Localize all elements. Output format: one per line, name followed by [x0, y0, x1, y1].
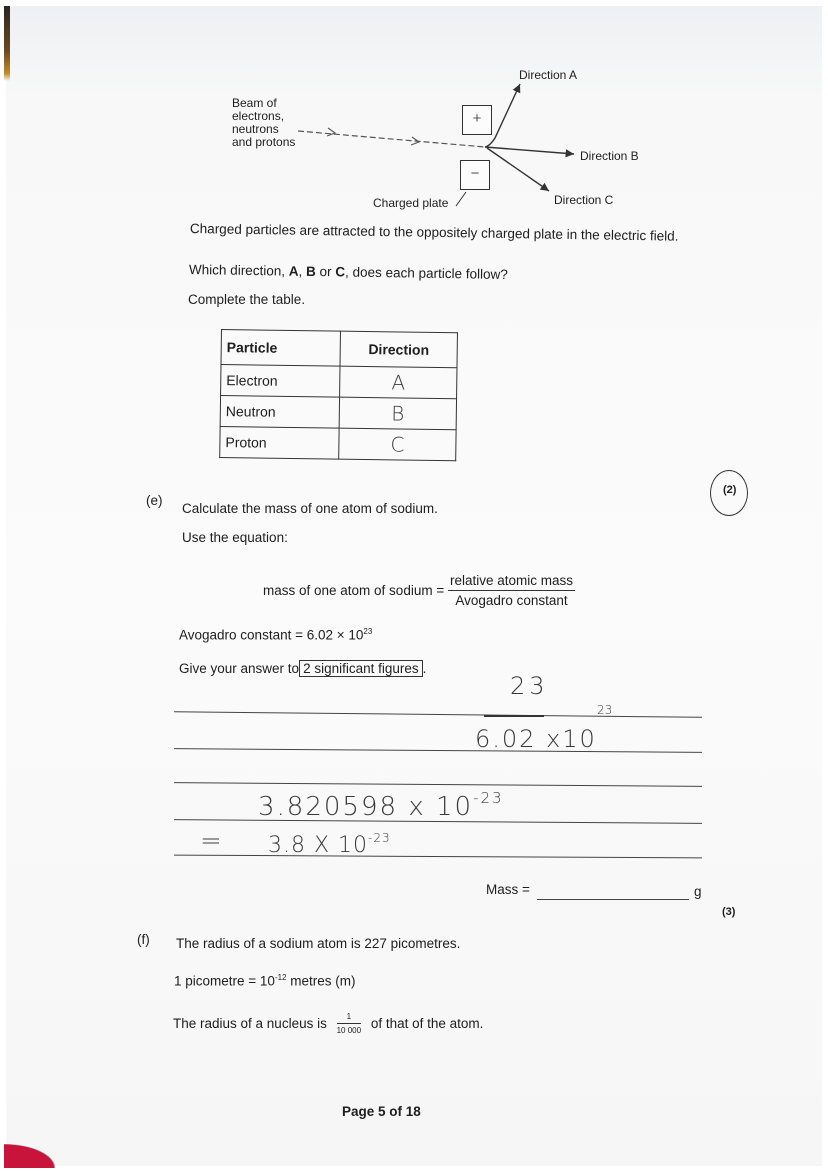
equation: [263, 573, 575, 608]
direction-answer-cell[interactable]: C: [339, 428, 456, 461]
exponent: 23: [363, 627, 373, 636]
question-f-line3: [173, 1012, 483, 1035]
use-equation-label: Use the equation:: [182, 530, 288, 545]
text: 3.820598 x 10: [258, 792, 474, 822]
text: , does each particle follow?: [344, 264, 509, 283]
charged-plate-label: Charged plate: [373, 196, 449, 210]
equation-numerator: relative atomic mass: [448, 573, 575, 591]
particle-direction-table: [219, 329, 458, 461]
beam-label-line: electrons,: [232, 109, 285, 123]
boxed-annotation: 2 significant figures: [299, 660, 423, 677]
positive-plate: +: [462, 105, 492, 135]
text: metres (m): [286, 973, 356, 989]
equation-lhs: mass of one atom of sodium =: [263, 583, 445, 598]
table-row: [221, 365, 457, 399]
fraction-numerator: 1: [337, 1012, 361, 1024]
text: or: [315, 263, 336, 280]
header-direction: Direction: [340, 331, 457, 368]
beam-label-line: Beam of: [232, 96, 277, 110]
marks-d: (2): [723, 484, 737, 496]
question-e-prompt: Calculate the mass of one atom of sodium.: [182, 501, 438, 516]
equation-denominator: Avogadro constant: [455, 593, 568, 608]
option-b: B: [305, 263, 316, 279]
exponent: -23: [368, 831, 391, 845]
direction-answer-cell[interactable]: A: [340, 366, 457, 399]
text: of that of the atom.: [370, 1016, 484, 1031]
particle-cell: Proton: [220, 426, 339, 459]
negative-plate: −: [460, 160, 490, 190]
direction-b-label: Direction B: [580, 149, 639, 163]
text: Avogadro constant = 6.02 × 10: [179, 627, 364, 643]
table-header-row: [221, 330, 457, 368]
handwritten-working: [258, 789, 504, 822]
beam-label-line: and protons: [232, 135, 296, 149]
equation-fraction: [448, 573, 575, 608]
nucleus-fraction: [337, 1012, 361, 1035]
text: ,: [298, 263, 307, 279]
text: .: [422, 661, 427, 676]
page-number: Page 5 of 18: [342, 1104, 421, 1119]
question-e-label: (e): [146, 493, 163, 508]
exponent: -12: [274, 973, 287, 982]
text: Which direction,: [188, 262, 289, 279]
question-f-label: (f): [137, 932, 150, 947]
mass-answer-field[interactable]: [537, 899, 689, 900]
direction-c-label: Direction C: [554, 193, 614, 207]
option-c: C: [335, 264, 346, 280]
option-a: A: [288, 263, 299, 279]
mass-label: Mass =: [486, 882, 530, 897]
handwritten-denominator-exp: 23: [597, 703, 613, 717]
handwritten-denominator: 6.02 x10: [475, 725, 597, 753]
text: The radius of a nucleus is: [173, 1016, 327, 1031]
fraction-denominator: 10 000: [336, 1026, 362, 1035]
direction-answer-cell[interactable]: B: [339, 397, 456, 430]
photo-edge-red: [4, 1138, 68, 1168]
question-f-line2: [174, 973, 356, 989]
question-f-line1: The radius of a sodium atom is 227 picometres.: [176, 936, 461, 951]
table-row: [220, 396, 456, 430]
particle-cell: Neutron: [220, 396, 339, 429]
question-d-line1: Charged particles are attracted to the oppositely charged plate in the electric field.: [189, 221, 679, 244]
handwritten-numerator: 23: [510, 672, 549, 700]
text: 3.8 X 10: [268, 833, 369, 858]
particle-cell: Electron: [221, 365, 340, 398]
text: 1 picometre = 10: [174, 973, 275, 989]
mass-unit: g: [694, 884, 702, 899]
beam-label-line: neutrons: [232, 122, 279, 136]
table-row: [220, 426, 456, 460]
handwritten-fraction-bar: [484, 715, 544, 717]
direction-a-label: Direction A: [519, 68, 578, 82]
exponent: -23: [473, 789, 504, 807]
avogadro-constant: [179, 627, 372, 643]
marks-e: (3): [722, 906, 736, 918]
question-d-line3: Complete the table.: [188, 292, 306, 307]
sig-fig-instruction: [179, 660, 426, 677]
handwritten-equals: =: [200, 826, 222, 856]
handwritten-result: [268, 831, 391, 858]
header-particle: Particle: [221, 330, 340, 367]
text: Give your answer to: [179, 661, 300, 676]
